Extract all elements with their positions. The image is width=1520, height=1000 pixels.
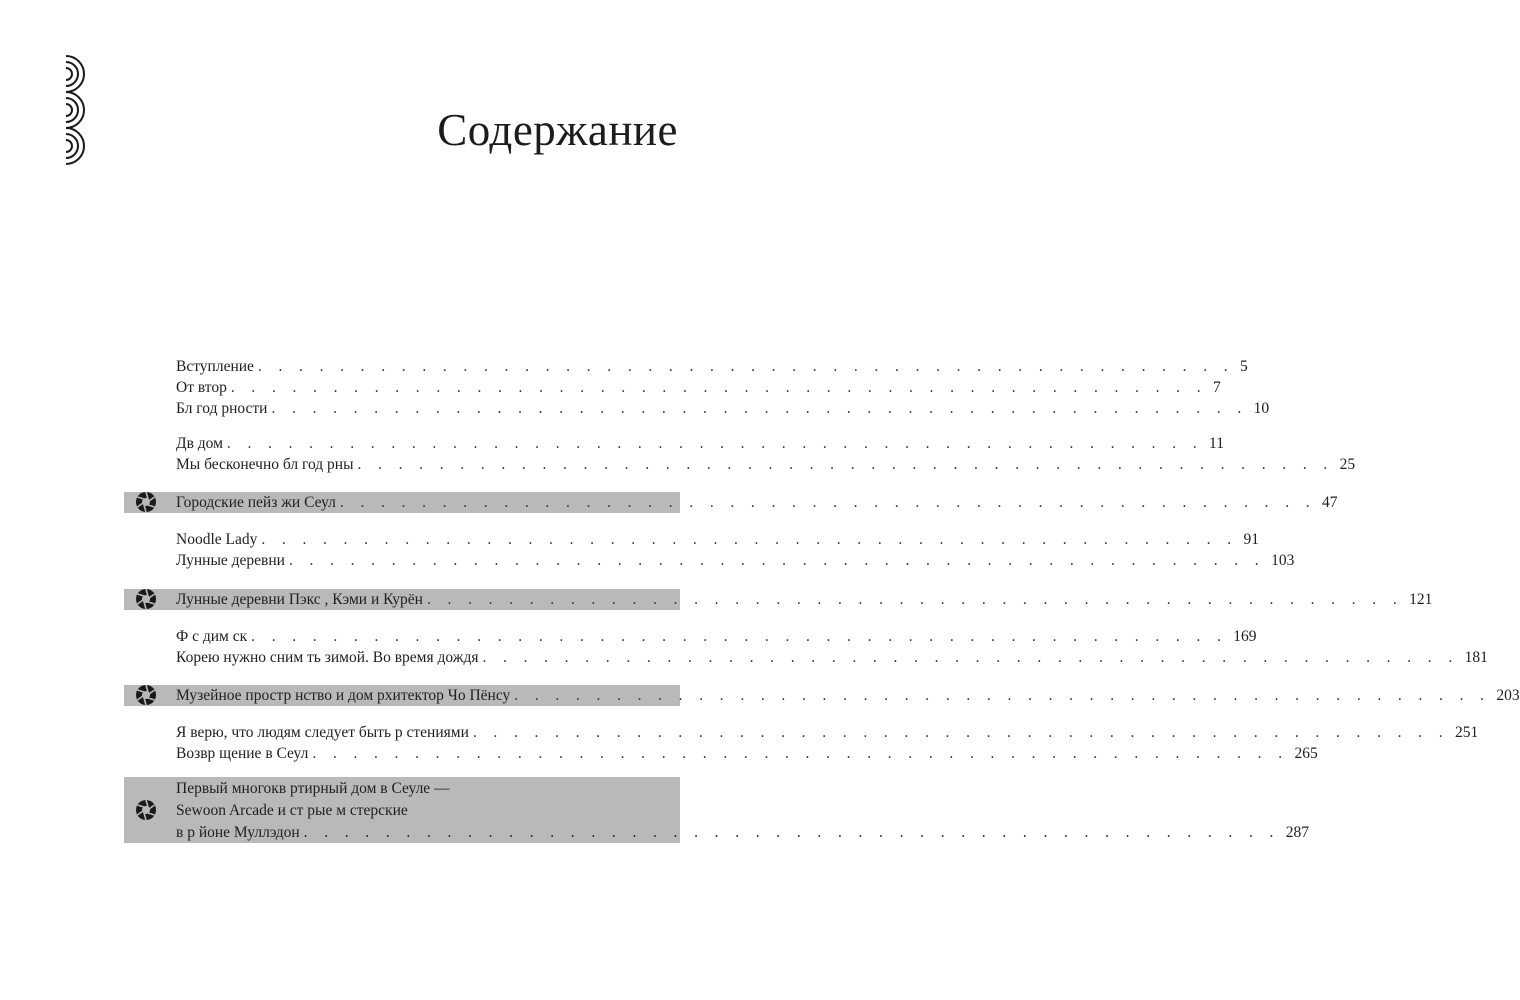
- toc-entry[interactable]: [176, 743, 1318, 765]
- toc-entry-title: Городские пейз жи Сеул: [176, 494, 336, 511]
- toc-entry-page: 181: [1464, 649, 1488, 666]
- toc-entry-title: Лунные деревни: [176, 552, 285, 569]
- toc-entry[interactable]: [176, 492, 1338, 514]
- toc-entry-title: Бл год рности: [176, 400, 268, 417]
- toc-entry[interactable]: [176, 647, 1488, 669]
- toc-entry-page: 11: [1209, 435, 1224, 452]
- dot-leader: . . . . . . . . . . . . . . . . . . . . . . . . . . . . . . . . . . . . . . . . . . . . . . . .: [226, 435, 1204, 452]
- toc-entry[interactable]: [176, 550, 1295, 572]
- dot-leader: . . . . . . . . . . . . . . . . . . . . . . . . . . . . . . . . . . . . . . . . . . . . . . . .: [357, 456, 1334, 473]
- toc-entry-page: 7: [1212, 379, 1221, 396]
- toc-entry-page: 47: [1322, 494, 1338, 511]
- dot-leader: . . . . . . . . . . . . . . . . . . . . . . . . . . . . . . . . . . . . . . . . . . . . . . . .: [257, 358, 1235, 375]
- aperture-icon: [135, 588, 157, 610]
- toc-entry-title: Мы бесконечно бл год рны: [176, 456, 354, 473]
- toc-entry[interactable]: [176, 778, 1310, 844]
- toc-entry[interactable]: [176, 433, 1224, 455]
- dot-leader: . . . . . . . . . . . . . . . . . . . . . . . . . . . . . . . . . . . . . . . . . . . . . . . .: [472, 724, 1449, 741]
- toc-entry-page: 265: [1294, 745, 1318, 762]
- toc-entry-page: 251: [1455, 724, 1479, 741]
- toc-entry-title: Вступление: [176, 358, 254, 375]
- toc-entry[interactable]: [176, 685, 1520, 707]
- toc-entry[interactable]: [176, 398, 1270, 420]
- dot-leader: . . . . . . . . . . . . . . . . . . . . . . . . . . . . . . . . . . . . . . . . . . . . . . . .: [261, 531, 1238, 548]
- dot-leader: . . . . . . . . . . . . . . . . . . . . . . . . . . . . . . . . . . . . . . . . . . . . . . . .: [339, 494, 1317, 511]
- dot-leader: . . . . . . . . . . . . . . . . . . . . . . . . . . . . . . . . . . . . . . . . . . . . . . . .: [230, 379, 1207, 396]
- toc-entry-title: Лунные деревни Пэкс , Кэми и Курён: [176, 591, 423, 608]
- aperture-icon: [135, 799, 157, 821]
- toc-entry[interactable]: [176, 377, 1221, 399]
- toc-entry[interactable]: [176, 454, 1356, 476]
- toc-entry[interactable]: [176, 529, 1259, 551]
- toc-entry-page: 121: [1409, 591, 1433, 608]
- toc-entry-title-line: Первый многокв ртирный дом в Сеуле —: [176, 780, 450, 797]
- page-title: Содержание: [437, 105, 678, 155]
- toc-entry-page: 10: [1253, 400, 1270, 417]
- toc-entry-title: Корею нужно сним ть зимой. Во время дождя: [176, 649, 479, 666]
- toc-entry-title: Музейное простр нство и дом рхитектор Чо Пёнсу: [176, 687, 511, 704]
- toc-entry-title: Noodle Lady: [176, 531, 258, 548]
- toc-entry[interactable]: [176, 589, 1433, 611]
- toc-entry-title: Я верю, что людям следует быть р стениями: [176, 724, 469, 741]
- toc-entry[interactable]: [176, 356, 1248, 378]
- dot-leader: . . . . . . . . . . . . . . . . . . . . . . . . . . . . . . . . . . . . . . . . . . . . . . . .: [288, 552, 1266, 569]
- dot-leader: . . . . . . . . . . . . . . . . . . . . . . . . . . . . . . . . . . . . . . . . . . . . . . . .: [514, 687, 1491, 704]
- aperture-icon: [135, 491, 157, 513]
- toc-entry-title: Ф с дим ск: [176, 628, 248, 645]
- toc-entry-page: 103: [1271, 552, 1295, 569]
- toc-entry-page: 203: [1496, 687, 1520, 704]
- dot-leader: . . . . . . . . . . . . . . . . . . . . . . . . . . . . . . . . . . . . . . . . . . . . . . . .: [482, 649, 1459, 666]
- dot-leader: . . . . . . . . . . . . . . . . . . . . . . . . . . . . . . . . . . . . . . . . . . . . . . . .: [426, 591, 1404, 608]
- toc-entry-page: 91: [1243, 531, 1259, 548]
- toc-entry[interactable]: [176, 722, 1479, 744]
- toc-entry-title: От втор: [176, 379, 227, 396]
- toc-entry[interactable]: [176, 626, 1257, 648]
- dot-leader: . . . . . . . . . . . . . . . . . . . . . . . . . . . . . . . . . . . . . . . . . . . . . . . .: [251, 628, 1228, 645]
- toc-entry-page: 169: [1233, 628, 1257, 645]
- toc-entry-page: 25: [1339, 456, 1356, 473]
- dot-leader: . . . . . . . . . . . . . . . . . . . . . . . . . . . . . . . . . . . . . . . . . . . . . . . .: [271, 400, 1248, 417]
- toc-entry-page: 287: [1285, 824, 1310, 841]
- dot-leader: . . . . . . . . . . . . . . . . . . . . . . . . . . . . . . . . . . . . . . . . . . . . . . . .: [312, 745, 1289, 762]
- aperture-icon: [135, 684, 157, 706]
- toc-entry-page: 5: [1240, 358, 1248, 375]
- dot-leader: . . . . . . . . . . . . . . . . . . . . . . . . . . . . . . . . . . . . . . . . . . . . . . . .: [303, 824, 1280, 841]
- toc-entry-title-line: в р йоне Муллэдон: [176, 824, 300, 841]
- toc-entry-title: Возвр щение в Сеул: [176, 745, 309, 762]
- toc-entry-title: Дв дом: [176, 435, 223, 452]
- toc-entry-title-line: Sewoon Arcade и ст рые м стерские: [176, 802, 408, 819]
